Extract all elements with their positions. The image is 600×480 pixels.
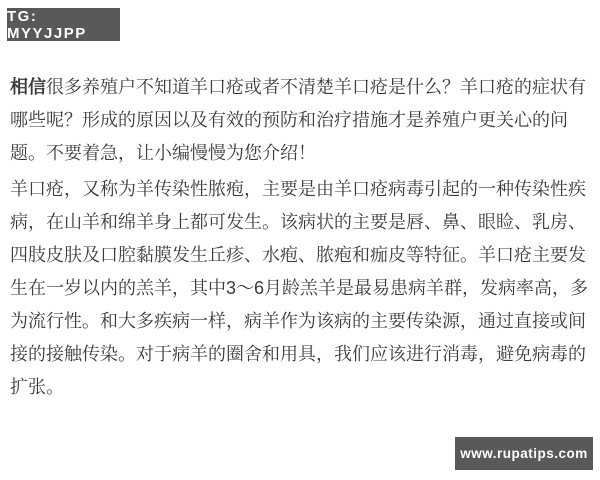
text-line: 为流行性。和大多疾病一样，病羊作为该病的主要传染源，通过直接或间 xyxy=(10,311,586,331)
website-watermark-label: www.rupatips.com xyxy=(460,446,588,461)
text-line: 四肢皮肤及口腔黏膜发生丘疹、水疱、脓疱和痂皮等特征。羊口疮主要发 xyxy=(10,245,586,265)
text-line: 生在一岁以内的羔羊，其中3～6月龄羔羊是最易患病羊群，发病率高，多 xyxy=(10,278,589,298)
text-line: 哪些呢？形成的原因以及有效的预防和治疗措施才是养殖户更关心的问 xyxy=(10,110,568,130)
telegram-watermark-label: TG: MYYJJPP xyxy=(7,7,87,42)
article-body xyxy=(10,71,594,404)
text-line xyxy=(10,71,594,104)
paragraph-2 xyxy=(10,173,594,404)
text-line: 羊口疮，又称为羊传染性脓疱，主要是由羊口疮病毒引起的一种传染性疾 xyxy=(10,179,586,199)
text-line: 病，在山羊和绵羊身上都可发生。该病状的主要是唇、鼻、眼睑、乳房、 xyxy=(10,212,586,232)
text-line: 接的接触传染。对于病羊的圈舍和用具，我们应该进行消毒，避免病毒的 xyxy=(10,344,586,364)
paragraph-1 xyxy=(10,71,594,170)
text-line-rest: 很多养殖户不知道羊口疮或者不清楚羊口疮是什么？羊口疮的症状有 xyxy=(46,77,586,97)
text-line: 扩张。 xyxy=(10,377,64,397)
website-watermark-badge xyxy=(455,437,593,470)
telegram-watermark-badge xyxy=(7,8,120,41)
paragraph-lead-bold: 相信 xyxy=(10,77,46,97)
text-line: 题。不要着急，让小编慢慢为您介绍！ xyxy=(10,143,316,163)
